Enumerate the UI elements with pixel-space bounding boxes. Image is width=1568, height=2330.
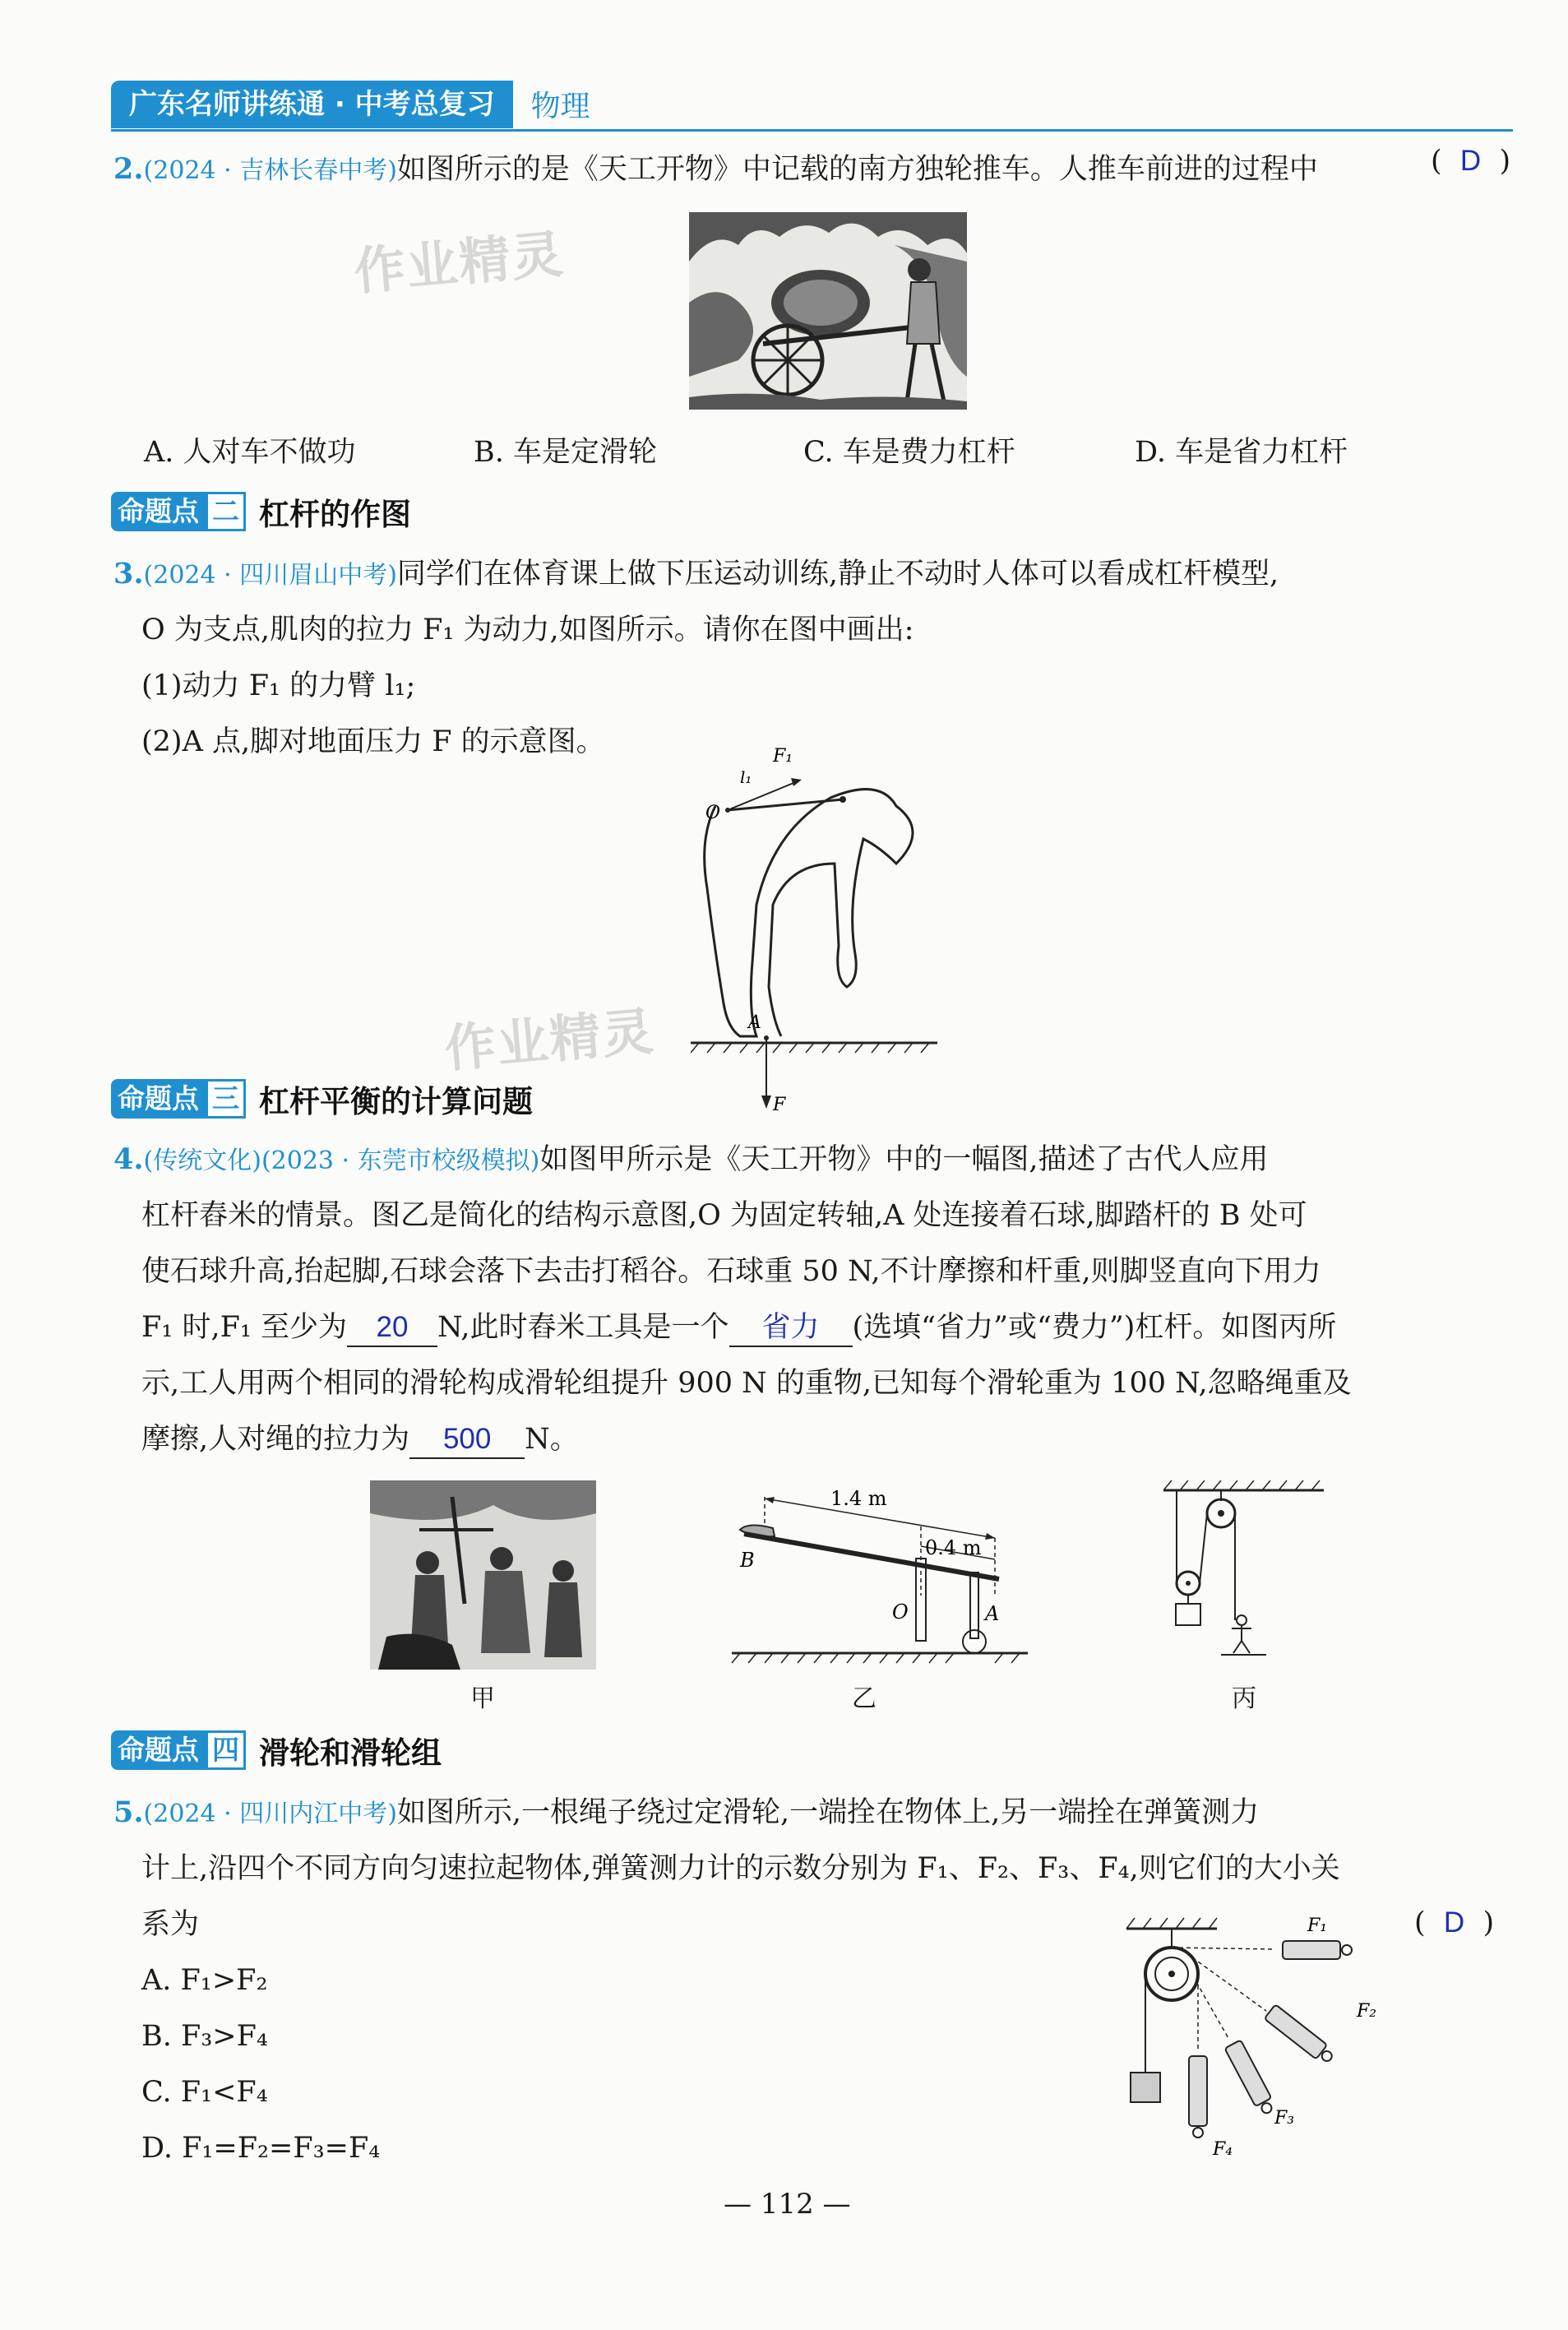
figure-jia-illustration	[370, 1480, 596, 1670]
question-3-line2: O 为支点,肌肉的拉力 F₁ 为动力,如图所示。请你在图中画出:	[141, 614, 914, 646]
answer-paren: ( D )	[1414, 1906, 1495, 1939]
label-F: F	[773, 1095, 786, 1115]
label-A: A	[748, 1012, 761, 1033]
topic-heading-4	[111, 1729, 442, 1772]
topic-number: 三	[206, 1079, 246, 1119]
answer-blank-3: 500	[409, 1421, 525, 1459]
question-5-stem	[113, 1785, 1528, 1842]
answer-paren: ( D )	[1431, 145, 1511, 178]
page-header	[111, 81, 590, 128]
topic-label: 命题点	[111, 1730, 206, 1770]
label-A: A	[985, 1602, 1000, 1625]
option-d: D. F₁=F₂=F₃=F₄	[141, 2132, 381, 2165]
figure-bing-pulley-system	[1151, 1480, 1340, 1670]
series-title: 广东名师讲练通 · 中考总复习	[111, 81, 513, 128]
lever-body-figure	[691, 740, 954, 1119]
question-4-stem	[113, 1132, 1528, 1189]
question-text: 如图所示,一根绳子绕过定滑轮,一端拴在物体上,另一端拴在弹簧测力	[396, 1796, 1260, 1829]
option-b: B. 车是定滑轮	[474, 436, 657, 469]
figure-label-bing: 丙	[1232, 1684, 1256, 1713]
question-source: (传统文化)(2023 · 东莞市校级模拟)	[143, 1146, 540, 1175]
label-F1: F₁	[773, 746, 793, 767]
topic-label: 命题点	[111, 1079, 206, 1119]
topic-title: 滑轮和滑轮组	[259, 1735, 442, 1771]
question-4-line6: 摩擦,人对绳的拉力为 500 N。	[141, 1411, 579, 1467]
question-text: 同学们在体育课上做下压运动训练,静止不动时人体可以看成杠杆模型,	[396, 558, 1279, 591]
question-4-line5: 示,工人用两个相同的滑轮构成滑轮组提升 900 N 的重物,已知每个滑轮重为 100 N,忽略绳重及	[141, 1367, 1352, 1400]
length-label-1: 1.4 m	[830, 1487, 887, 1510]
question-number: 5.	[113, 1795, 144, 1829]
label-F2: F₂	[1357, 2001, 1377, 2022]
option-b: B. F₃>F₄	[141, 2020, 268, 2053]
wheelbarrow-illustration	[689, 212, 967, 410]
answer-blank-2: 省力	[729, 1309, 853, 1347]
answer-blank-1: 20	[347, 1309, 437, 1347]
pulley-spring-scale-figure	[1110, 1908, 1406, 2163]
figure-label-yi: 乙	[852, 1684, 877, 1713]
question-5-line3: 系为	[141, 1908, 200, 1941]
question-text: 如图所示的是《天工开物》中记载的南方独轮推车。人推车前进的过程中	[396, 153, 1318, 186]
page-number: — 112 —	[724, 2188, 851, 2221]
label-F4: F₄	[1213, 2139, 1233, 2160]
topic-number: 二	[206, 492, 246, 531]
question-number: 2.	[113, 152, 144, 186]
watermark: 作业精灵	[351, 223, 567, 302]
answer-value: D	[1443, 1906, 1465, 1939]
question-3-item2: (2)A 点,脚对地面压力 F 的示意图。	[141, 725, 605, 758]
topic-title: 杠杆平衡的计算问题	[259, 1084, 533, 1119]
question-source: (2024 · 吉林长春中考)	[143, 156, 397, 185]
question-text: 如图甲所示是《天工开物》中的一幅图,描述了古代人应用	[539, 1143, 1269, 1176]
answer-value: D	[1459, 145, 1482, 177]
watermark: 作业精灵	[442, 1000, 658, 1079]
length-label-2: 0.4 m	[925, 1536, 982, 1559]
question-number: 3.	[113, 557, 144, 591]
label-l1: l₁	[740, 767, 752, 787]
question-4-line3: 使石球升高,抬起脚,石球会落下去击打稻谷。石球重 50 N,不计摩擦和杆重,则脚竖直向下用力	[141, 1255, 1321, 1288]
question-2-stem	[113, 141, 1528, 199]
topic-title: 杠杆的作图	[259, 497, 411, 532]
label-B: B	[740, 1549, 755, 1572]
question-5-line2: 计上,沿四个不同方向匀速拉起物体,弹簧测力计的示数分别为 F₁、F₂、F₃、F₄,则它们的大小关	[141, 1852, 1340, 1885]
question-source: (2024 · 四川内江中考)	[143, 1800, 397, 1828]
option-d: D. 车是省力杠杆	[1135, 436, 1348, 469]
figure-label-jia: 甲	[470, 1684, 495, 1713]
option-a: A. 人对车不做功	[144, 436, 356, 469]
header-rule	[111, 129, 1513, 132]
question-source: (2024 · 四川眉山中考)	[143, 561, 397, 590]
question-number: 4.	[113, 1142, 144, 1176]
label-F3: F₃	[1274, 2108, 1295, 2128]
label-O: O	[892, 1600, 909, 1624]
question-3-item1: (1)动力 F₁ 的力臂 l₁;	[141, 669, 416, 702]
option-c: C. F₁<F₄	[141, 2076, 268, 2109]
topic-number: 四	[206, 1730, 246, 1770]
topic-label: 命题点	[111, 492, 206, 531]
question-4-line4: F₁ 时,F₁ 至少为 20 N,此时舂米工具是一个 省力 (选填“省力”或“费力”)杠杆。如图丙所	[141, 1299, 1336, 1355]
label-O: O	[705, 803, 721, 823]
option-c: C. 车是费力杠杆	[803, 436, 1015, 469]
topic-heading-2	[111, 490, 411, 533]
topic-heading-3	[111, 1077, 533, 1120]
question-4-line2: 杠杆舂米的情景。图乙是简化的结构示意图,O 为固定转轴,A 处连接着石球,脚踏杆的 B 处可	[141, 1199, 1307, 1232]
question-3-stem	[113, 546, 1528, 604]
figure-yi-lever-diagram	[724, 1480, 1036, 1670]
subject-title: 物理	[530, 90, 590, 123]
option-a: A. F₁>F₂	[141, 1964, 268, 1997]
label-F1: F₁	[1307, 1915, 1328, 1936]
